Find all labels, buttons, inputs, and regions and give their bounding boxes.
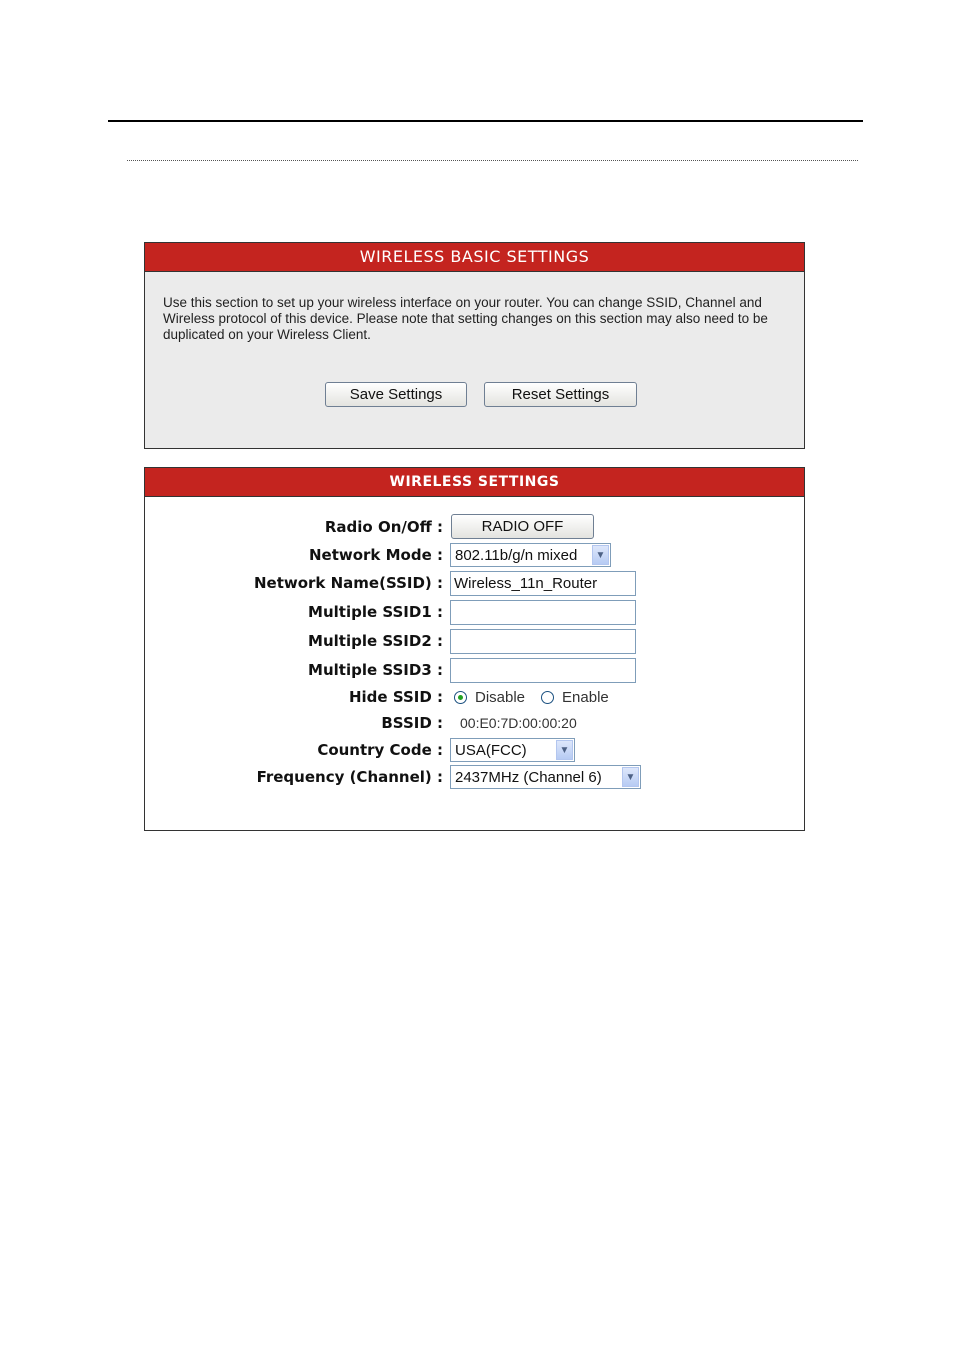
wireless-basic-settings-panel <box>144 242 805 449</box>
country-code-value: USA(FCC) <box>455 741 527 759</box>
hide-ssid-disable-label: Disable <box>475 689 526 706</box>
panel-title: WIRELESS BASIC SETTINGS <box>145 243 804 272</box>
hide-ssid-disable-radio[interactable] <box>454 691 467 704</box>
dotted-rule <box>127 160 858 161</box>
panel-title: WIRELESS SETTINGS <box>145 468 804 497</box>
top-rule <box>108 120 863 122</box>
section-description: Use this section to set up your wireless interface on your router. You can change SSID, Channel and Wireless protocol of this device. Please note that setting changes on this section may also need to be duplicated on your Wireless Client. <box>163 295 768 342</box>
hide-ssid-enable-radio[interactable] <box>541 691 554 704</box>
chevron-down-icon[interactable]: ▼ <box>556 740 573 760</box>
radio-label: Radio On/Off : <box>324 518 443 536</box>
bssid-label: BSSID : <box>381 714 443 732</box>
frequency-select[interactable] <box>450 765 641 789</box>
reset-settings-button[interactable]: Reset Settings <box>484 382 637 407</box>
hide-ssid-label: Hide SSID : <box>348 688 443 706</box>
chevron-down-icon[interactable]: ▼ <box>622 767 639 787</box>
frequency-label: Frequency (Channel) : <box>256 768 443 786</box>
country-code-label: Country Code : <box>317 741 443 759</box>
ssid3-input[interactable] <box>450 658 636 683</box>
radio-off-button[interactable]: RADIO OFF <box>451 514 594 539</box>
hide-ssid-enable-label: Enable <box>562 689 609 706</box>
network-mode-value: 802.11b/g/n mixed <box>455 546 578 564</box>
ssid2-input[interactable] <box>450 629 636 654</box>
bssid-value: 00:E0:7D:00:00:20 <box>460 715 577 731</box>
wireless-settings-panel <box>144 467 805 831</box>
ssid-input[interactable]: Wireless_11n_Router <box>450 571 636 596</box>
network-mode-label: Network Mode : <box>308 546 443 564</box>
ssid2-label: Multiple SSID2 : <box>308 632 443 650</box>
ssid3-label: Multiple SSID3 : <box>308 661 443 679</box>
frequency-value: 2437MHz (Channel 6) <box>455 768 602 786</box>
ssid1-input[interactable] <box>450 600 636 625</box>
ssid1-label: Multiple SSID1 : <box>308 603 443 621</box>
network-mode-select[interactable] <box>450 543 611 567</box>
hide-ssid-radio-group <box>450 689 621 706</box>
country-code-select[interactable] <box>450 738 575 762</box>
save-settings-button[interactable]: Save Settings <box>325 382 467 407</box>
chevron-down-icon[interactable]: ▼ <box>592 545 609 565</box>
ssid-label: Network Name(SSID) : <box>253 574 443 592</box>
